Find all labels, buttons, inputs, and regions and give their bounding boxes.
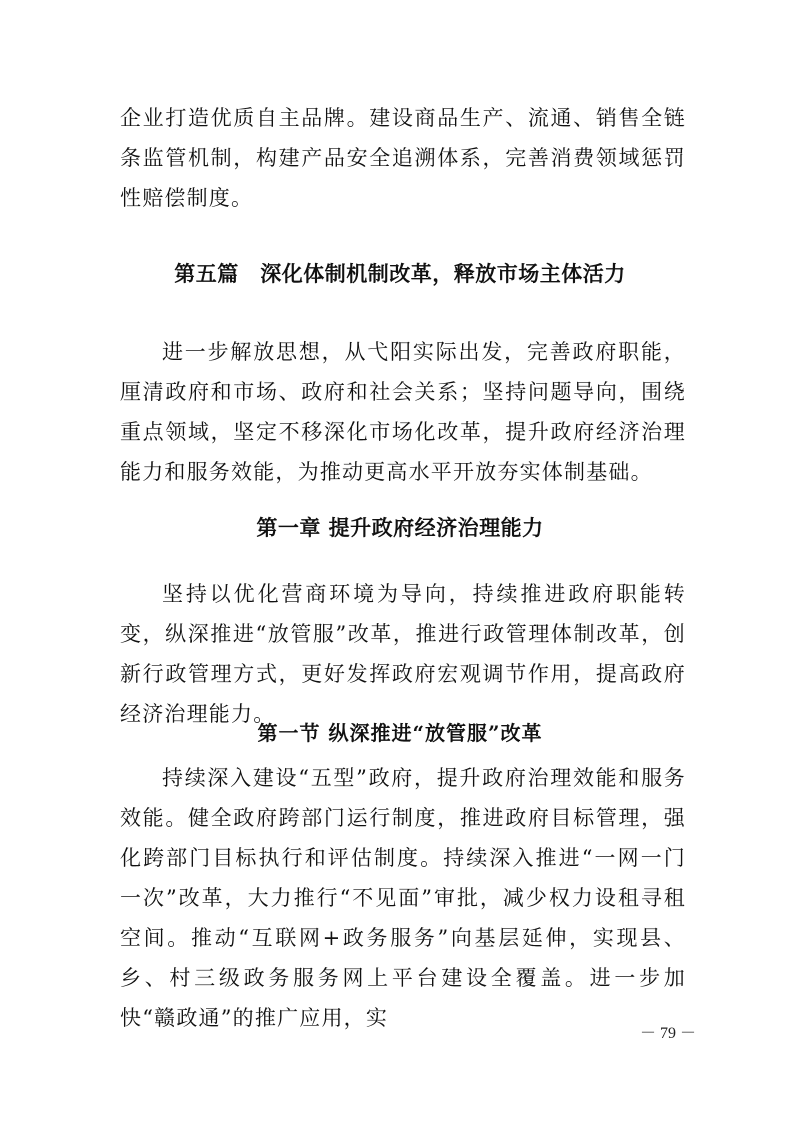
chapter-heading: 第一章 提升政府经济治理能力 — [256, 516, 544, 540]
intro-paragraph: 企业打造优质自主品牌。建设商品生产、流通、销售全链条监管机制，构建产品安全追溯体系，完善消费领域惩罚性赔偿制度。 — [120, 106, 686, 210]
part-paragraph: 进一步解放思想，从弋阳实际出发，完善政府职能，厘清政府和市场、政府和社会关系；坚持问题导向，围绕重点领域，坚定不移深化市场化改革，提升政府经济治理能力和服务效能，为推动更高水平开放夯实体制基础。 — [120, 340, 686, 484]
chapter-paragraph: 坚持以优化营商环境为导向，持续推进政府职能转变，纵深推进“放管服”改革，推进行政管理体制改革，创新行政管理方式，更好发挥政府宏观调节作用，提高政府经济治理能力。 — [120, 582, 686, 726]
section-paragraph: 持续深入建设“五型”政府，提升政府治理效能和服务效能。健全政府跨部门运行制度，推进政府目标管理，强化跨部门目标执行和评估制度。持续深入推进“一网一门一次”改革，大力推行“不见面”审批，减少权力设租寻租空间。推动“互联网+政务服务”向基层延伸，实现县、乡、村三级政务服务网上平台建设全覆盖。进一步加快“赣政通”的推广应用，实 — [120, 766, 686, 1030]
section-heading: 第一节 纵深推进“放管服”改革 — [257, 721, 543, 745]
part-heading: 第五篇 深化体制机制改革，释放市场主体活力 — [174, 262, 626, 286]
page-number: － 79 － — [640, 1025, 697, 1042]
